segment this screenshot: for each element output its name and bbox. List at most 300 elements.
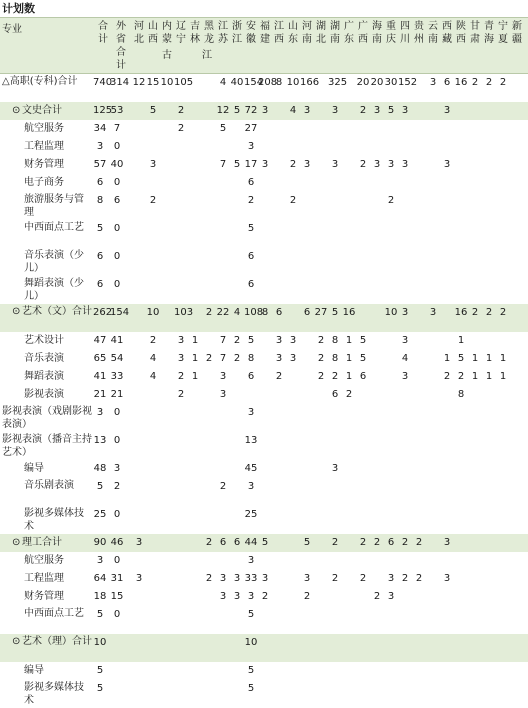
- table-cell: 3: [289, 335, 297, 346]
- table-row: [0, 662, 528, 680]
- table-cell: 6: [247, 251, 255, 262]
- table-cell: 3: [219, 389, 227, 400]
- table-cell: 21: [110, 389, 124, 400]
- table-cell: 2: [289, 195, 297, 206]
- table-cell: 1: [499, 353, 507, 364]
- row-label: 影视表演（播音主持艺术）: [2, 434, 92, 458]
- table-cell: 25: [244, 509, 258, 520]
- column-header: 山 东: [288, 21, 298, 45]
- table-cell: 3: [443, 159, 451, 170]
- table-cell: 0: [113, 141, 121, 152]
- table-cell: 5: [233, 105, 241, 116]
- table-cell: 2: [457, 371, 465, 382]
- table-row: [0, 570, 528, 588]
- table-cell: 2: [317, 335, 325, 346]
- row-label: 中西面点工艺: [24, 222, 84, 233]
- table-cell: 0: [113, 435, 121, 446]
- expand-toggle-icon[interactable]: ⊙: [12, 537, 21, 548]
- table-cell: 3: [387, 159, 395, 170]
- table-cell: 5: [303, 537, 311, 548]
- table-cell: 3: [96, 407, 104, 418]
- column-header: 辽 宁: [176, 21, 186, 45]
- table-cell: 4: [289, 105, 297, 116]
- table-row[interactable]: [0, 634, 528, 662]
- table-cell: 0: [113, 177, 121, 188]
- column-header: 河 南: [302, 21, 312, 45]
- column-header: 湖 北: [316, 21, 326, 45]
- table-cell: 2: [471, 77, 479, 88]
- row-label: ⊙ 文史合计: [0, 102, 92, 120]
- row-label: 影视表演: [24, 389, 64, 400]
- table-cell: 2: [485, 307, 493, 318]
- table-cell: 2: [387, 195, 395, 206]
- table-row: [0, 332, 528, 350]
- table-cell: 3: [443, 537, 451, 548]
- table-row: [0, 276, 528, 304]
- table-cell: 2: [373, 537, 381, 548]
- table-cell: 6: [387, 537, 395, 548]
- column-header: 江 苏: [218, 21, 228, 45]
- table-cell: 1: [191, 371, 199, 382]
- table-cell: 2: [205, 353, 213, 364]
- table-cell: 5: [359, 353, 367, 364]
- table-cell: 10: [93, 637, 107, 648]
- major-column-header: 专业: [2, 24, 22, 35]
- column-header-subtext: 古: [162, 50, 172, 61]
- table-cell: 7: [219, 335, 227, 346]
- table-cell: 2: [359, 105, 367, 116]
- table-cell: 2: [415, 573, 423, 584]
- table-row: [0, 248, 528, 276]
- table-row: [0, 432, 528, 460]
- column-header: 云 南: [428, 21, 438, 45]
- table-cell: 152: [398, 77, 418, 88]
- table-cell: 2: [359, 159, 367, 170]
- table-row: [0, 350, 528, 368]
- table-cell: 5: [457, 353, 465, 364]
- table-cell: 13: [244, 435, 258, 446]
- table-cell: 0: [113, 279, 121, 290]
- column-header: 湖 南: [330, 21, 340, 45]
- column-header: 黑 龙: [204, 21, 214, 45]
- table-cell: 4: [149, 371, 157, 382]
- table-cell: 3: [331, 159, 339, 170]
- table-cell: 3: [247, 555, 255, 566]
- table-cell: 10: [160, 77, 174, 88]
- table-row: [0, 192, 528, 220]
- table-cell: 6: [275, 307, 283, 318]
- table-cell: 314: [110, 77, 130, 88]
- row-label: △高职(专科)合计: [2, 76, 78, 87]
- row-label: 财务管理: [24, 591, 64, 602]
- table-cell: 3: [387, 591, 395, 602]
- column-header: 重 庆: [386, 21, 396, 45]
- table-cell: 2: [359, 573, 367, 584]
- table-row: [0, 174, 528, 192]
- table-cell: 57: [93, 159, 107, 170]
- table-cell: 5: [247, 609, 255, 620]
- table-cell: 3: [331, 463, 339, 474]
- column-header: 江 西: [274, 21, 284, 45]
- table-cell: 105: [174, 77, 194, 88]
- table-cell: 6: [247, 177, 255, 188]
- table-cell: 5: [96, 223, 104, 234]
- table-cell: 3: [443, 573, 451, 584]
- table-cell: 2: [499, 307, 507, 318]
- expand-toggle-icon[interactable]: ⊙: [12, 105, 21, 116]
- table-cell: 2: [205, 573, 213, 584]
- table-cell: 44: [244, 537, 258, 548]
- table-cell: 1: [457, 335, 465, 346]
- table-cell: 2: [485, 77, 493, 88]
- table-cell: 2: [331, 371, 339, 382]
- column-header: 广 东: [344, 21, 354, 45]
- table-cell: 8: [96, 195, 104, 206]
- table-cell: 3: [429, 77, 437, 88]
- table-cell: 4: [149, 353, 157, 364]
- table-cell: 17: [244, 159, 258, 170]
- table-cell: 5: [233, 159, 241, 170]
- table-cell: 3: [303, 159, 311, 170]
- table-cell: 1: [191, 353, 199, 364]
- table-cell: 5: [96, 481, 104, 492]
- table-cell: 2: [219, 481, 227, 492]
- table-cell: 16: [454, 307, 468, 318]
- table-cell: 27: [314, 307, 328, 318]
- table-cell: 15: [110, 591, 124, 602]
- table-cell: 20: [370, 77, 384, 88]
- column-header: 河 北: [134, 21, 144, 45]
- table-cell: 2: [149, 195, 157, 206]
- column-header: 山 西: [148, 21, 158, 45]
- table-cell: 16: [342, 307, 356, 318]
- table-cell: 125: [93, 105, 113, 116]
- table-cell: 40: [110, 159, 124, 170]
- table-cell: 3: [443, 105, 451, 116]
- column-header: 四 川: [400, 21, 410, 45]
- table-cell: 10: [244, 637, 258, 648]
- table-cell: 3: [247, 591, 255, 602]
- table-cell: 2: [373, 591, 381, 602]
- table-cell: 31: [110, 573, 124, 584]
- table-cell: 0: [113, 609, 121, 620]
- table-cell: 0: [113, 509, 121, 520]
- table-cell: 46: [110, 537, 124, 548]
- column-header: 内 蒙: [162, 21, 172, 45]
- row-label: 旅游服务与管理: [24, 194, 84, 218]
- table-cell: 2: [149, 335, 157, 346]
- table-cell: 0: [113, 251, 121, 262]
- table-cell: 41: [93, 371, 107, 382]
- table-cell: 2: [499, 77, 507, 88]
- table-cell: 2: [261, 591, 269, 602]
- table-cell: 2: [233, 353, 241, 364]
- table-cell: 1: [471, 353, 479, 364]
- table-cell: 2: [113, 481, 121, 492]
- table-cell: 103: [174, 307, 194, 318]
- table-cell: 3: [135, 573, 143, 584]
- plan-table-body: [0, 74, 528, 708]
- table-row: [0, 74, 528, 102]
- table-cell: 3: [149, 159, 157, 170]
- table-cell: 20: [356, 77, 370, 88]
- table-cell: 2: [317, 353, 325, 364]
- table-cell: 2: [443, 371, 451, 382]
- column-header: 广 西: [358, 21, 368, 45]
- row-label: 财务管理: [24, 159, 64, 170]
- row-label: ⊙ 艺术（文）合计: [12, 306, 92, 317]
- table-cell: 6: [303, 307, 311, 318]
- table-cell: 154: [110, 307, 130, 318]
- table-cell: 740: [93, 77, 113, 88]
- row-label: 音乐剧表演: [24, 480, 74, 491]
- table-cell: 6: [359, 371, 367, 382]
- table-cell: 40: [230, 77, 244, 88]
- table-row: [0, 606, 528, 634]
- table-cell: 2: [275, 371, 283, 382]
- table-cell: 2: [359, 537, 367, 548]
- row-label: 中西面点工艺: [24, 608, 84, 619]
- row-label: ⊙ 理工合计: [0, 534, 92, 552]
- row-label: 音乐表演（少儿）: [24, 250, 84, 274]
- table-header: [0, 17, 528, 74]
- table-cell: 8: [261, 307, 269, 318]
- table-cell: 108: [244, 307, 264, 318]
- table-cell: 6: [443, 77, 451, 88]
- table-cell: 25: [93, 509, 107, 520]
- table-cell: 2: [415, 537, 423, 548]
- table-row: [0, 478, 528, 506]
- table-cell: 1: [443, 353, 451, 364]
- table-cell: 6: [96, 251, 104, 262]
- column-header: 浙 江: [232, 21, 242, 45]
- table-cell: 21: [93, 389, 107, 400]
- table-row: [0, 404, 528, 432]
- table-cell: 6: [247, 279, 255, 290]
- table-cell: 90: [93, 537, 107, 548]
- row-label: 影视表演（戏剧影视表演）: [2, 406, 92, 430]
- table-cell: 6: [96, 279, 104, 290]
- table-row: [0, 156, 528, 174]
- table-cell: 2: [177, 389, 185, 400]
- table-cell: 166: [300, 77, 320, 88]
- table-cell: 2: [401, 573, 409, 584]
- table-cell: 3: [275, 353, 283, 364]
- table-row: [0, 460, 528, 478]
- table-cell: 5: [359, 335, 367, 346]
- table-cell: 3: [219, 591, 227, 602]
- row-label: 音乐表演: [24, 353, 64, 364]
- table-row: [0, 680, 528, 708]
- column-header: 福 建: [260, 21, 270, 45]
- table-cell: 1: [345, 335, 353, 346]
- table-cell: 5: [261, 537, 269, 548]
- table-cell: 2: [401, 537, 409, 548]
- row-label: 电子商务: [24, 177, 64, 188]
- table-row: [0, 120, 528, 138]
- table-row: [0, 552, 528, 570]
- table-cell: 325: [328, 77, 348, 88]
- table-row[interactable]: [0, 534, 528, 552]
- table-cell: 3: [247, 141, 255, 152]
- table-cell: 22: [216, 307, 230, 318]
- table-row: [0, 506, 528, 534]
- row-label: 航空服务: [24, 123, 64, 134]
- table-cell: 3: [177, 335, 185, 346]
- table-cell: 1: [485, 371, 493, 382]
- table-cell: 8: [275, 77, 283, 88]
- table-cell: 8: [331, 335, 339, 346]
- table-cell: 3: [303, 105, 311, 116]
- table-cell: 7: [219, 353, 227, 364]
- table-cell: 34: [93, 123, 107, 134]
- table-cell: 3: [261, 573, 269, 584]
- table-cell: 5: [219, 123, 227, 134]
- table-cell: 1: [499, 371, 507, 382]
- table-cell: 7: [113, 123, 121, 134]
- table-cell: 12: [132, 77, 146, 88]
- table-cell: 1: [471, 371, 479, 382]
- table-cell: 3: [219, 573, 227, 584]
- table-cell: 1: [485, 353, 493, 364]
- table-cell: 2: [177, 105, 185, 116]
- column-header: 吉 林: [190, 21, 200, 45]
- row-label: 航空服务: [24, 555, 64, 566]
- table-cell: 2: [177, 371, 185, 382]
- table-cell: 72: [244, 105, 258, 116]
- table-cell: 3: [261, 159, 269, 170]
- table-cell: 64: [93, 573, 107, 584]
- table-cell: 3: [401, 335, 409, 346]
- table-cell: 4: [219, 77, 227, 88]
- column-header: 西 藏: [442, 21, 452, 45]
- table-cell: 1: [345, 371, 353, 382]
- column-header: 新 疆: [512, 21, 522, 45]
- table-cell: 15: [146, 77, 160, 88]
- table-cell: 10: [146, 307, 160, 318]
- table-cell: 2: [247, 195, 255, 206]
- table-cell: 3: [401, 307, 409, 318]
- column-header: 外 省 合 计: [116, 21, 126, 71]
- table-cell: 2: [303, 591, 311, 602]
- table-cell: 3: [247, 407, 255, 418]
- row-label: 编导: [24, 463, 44, 474]
- table-cell: 18: [93, 591, 107, 602]
- table-cell: 8: [247, 353, 255, 364]
- table-cell: 3: [96, 555, 104, 566]
- table-cell: 3: [96, 141, 104, 152]
- column-header: 宁 夏: [498, 21, 508, 45]
- table-cell: 262: [93, 307, 113, 318]
- table-cell: 208: [258, 77, 278, 88]
- table-cell: 3: [429, 307, 437, 318]
- table-cell: 8: [457, 389, 465, 400]
- table-cell: 30: [384, 77, 398, 88]
- table-cell: 5: [96, 683, 104, 694]
- table-cell: 0: [113, 555, 121, 566]
- table-cell: 3: [289, 353, 297, 364]
- expand-toggle-icon[interactable]: ⊙: [12, 306, 21, 317]
- table-cell: 5: [96, 609, 104, 620]
- table-cell: 4: [401, 353, 409, 364]
- table-cell: 5: [247, 223, 255, 234]
- table-row: [0, 588, 528, 606]
- table-cell: 2: [205, 537, 213, 548]
- table-cell: 2: [233, 335, 241, 346]
- table-cell: 8: [331, 353, 339, 364]
- table-cell: 3: [401, 159, 409, 170]
- table-cell: 3: [219, 371, 227, 382]
- table-cell: 3: [331, 105, 339, 116]
- table-cell: 33: [110, 371, 124, 382]
- table-cell: 3: [247, 481, 255, 492]
- row-label: 艺术设计: [24, 335, 64, 346]
- table-cell: 6: [219, 537, 227, 548]
- table-cell: 6: [233, 537, 241, 548]
- table-cell: 6: [96, 177, 104, 188]
- table-cell: 2: [331, 537, 339, 548]
- table-cell: 3: [401, 371, 409, 382]
- table-cell: 45: [244, 463, 258, 474]
- table-cell: 5: [247, 335, 255, 346]
- column-header: 青 海: [484, 21, 494, 45]
- row-label: 编导: [24, 665, 44, 676]
- table-row[interactable]: [0, 102, 528, 120]
- table-cell: 2: [471, 307, 479, 318]
- table-cell: 27: [244, 123, 258, 134]
- table-row: [0, 386, 528, 404]
- column-header: 陕 西: [456, 21, 466, 45]
- table-cell: 0: [113, 223, 121, 234]
- table-cell: 12: [216, 105, 230, 116]
- table-cell: 7: [219, 159, 227, 170]
- table-cell: 16: [454, 77, 468, 88]
- table-cell: 2: [289, 159, 297, 170]
- table-cell: 5: [96, 665, 104, 676]
- table-cell: 3: [373, 159, 381, 170]
- table-cell: 154: [244, 77, 264, 88]
- table-cell: 4: [233, 307, 241, 318]
- table-cell: 1: [191, 335, 199, 346]
- table-row[interactable]: [0, 304, 528, 332]
- table-cell: 3: [401, 105, 409, 116]
- page-title: 计划数: [2, 2, 35, 15]
- table-cell: 5: [149, 105, 157, 116]
- row-label: 工程监理: [24, 141, 64, 152]
- table-cell: 53: [110, 105, 124, 116]
- table-cell: 41: [110, 335, 124, 346]
- table-cell: 47: [93, 335, 107, 346]
- table-row: [0, 220, 528, 248]
- table-cell: 3: [135, 537, 143, 548]
- table-cell: 13: [93, 435, 107, 446]
- table-cell: 0: [113, 407, 121, 418]
- table-cell: 54: [110, 353, 124, 364]
- row-label: 工程监理: [24, 573, 64, 584]
- table-cell: 3: [275, 335, 283, 346]
- table-cell: 3: [387, 573, 395, 584]
- table-cell: 10: [384, 307, 398, 318]
- table-cell: 10: [286, 77, 300, 88]
- table-cell: 2: [317, 371, 325, 382]
- row-label: 影视多媒体技术: [24, 508, 84, 532]
- column-header: 海 南: [372, 21, 382, 45]
- table-cell: 6: [113, 195, 121, 206]
- table-cell: 6: [331, 389, 339, 400]
- expand-toggle-icon[interactable]: ⊙: [12, 636, 21, 647]
- column-header: 甘 肃: [470, 21, 480, 45]
- column-header: 贵 州: [414, 21, 424, 45]
